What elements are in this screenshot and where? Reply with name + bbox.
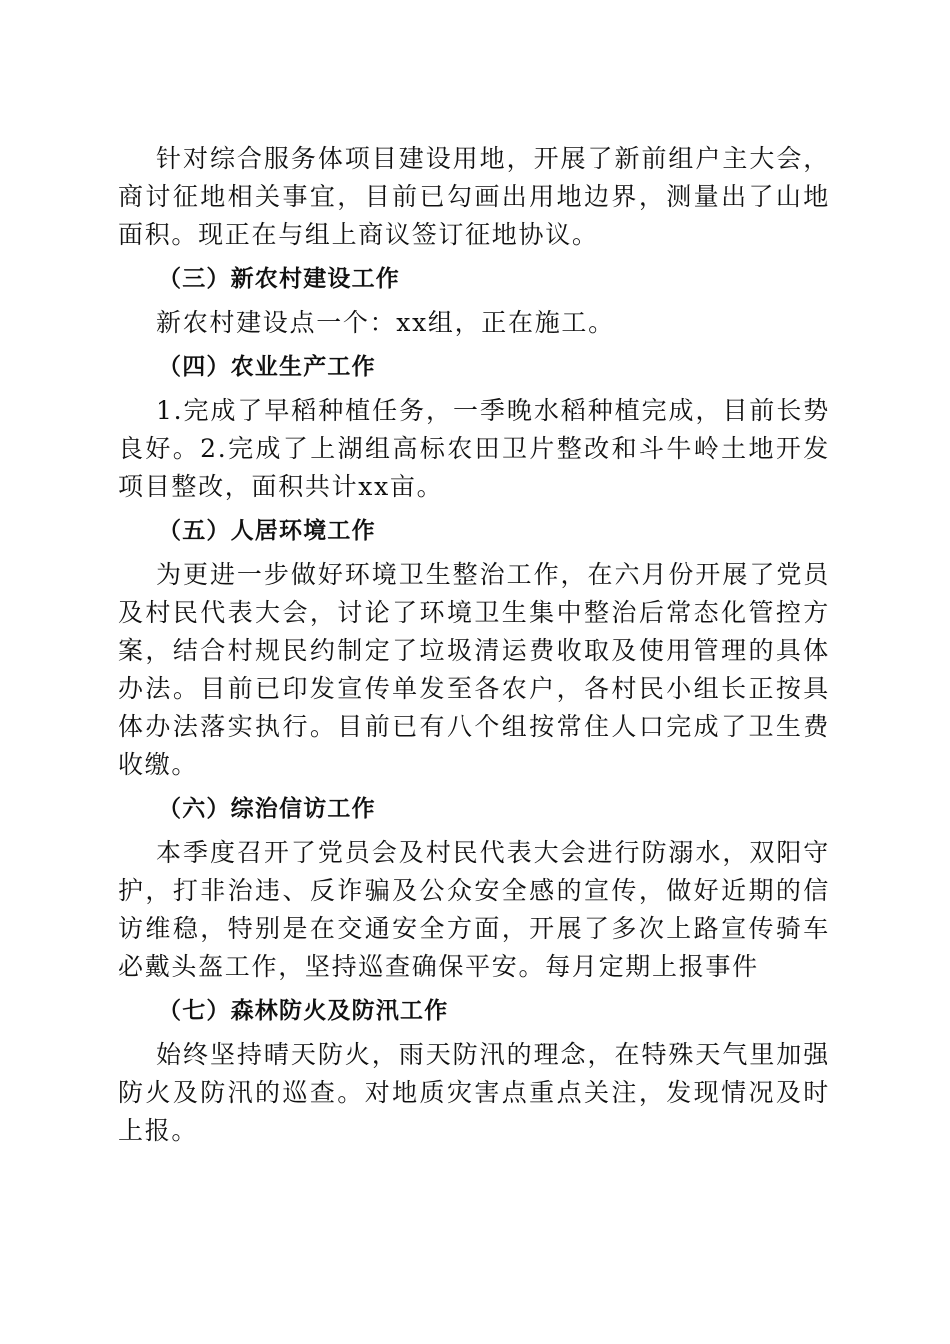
paragraph-fire-flood: 始终坚持晴天防火，雨天防汛的理念，在特殊天气里加强防火及防汛的巡查。对地质灾害点重点关注，发现情况及时上报。 [118, 1040, 830, 1145]
paragraph-new-countryside: 新农村建设点一个：xx组，正在施工。 [156, 308, 615, 337]
paragraph-living-environment: 为更进一步做好环境卫生整治工作，在六月份开展了党员及村民代表大会，讨论了环境卫生集中整治后常态化管控方案，结合村规民约制定了垃圾清运费收取及使用管理的具体办法。目前已印发宣传单发至各农户，各村民小组长正按具体办法落实执行。目前已有八个组按常住人口完成了卫生费收缴。 [118, 560, 830, 779]
paragraph-agriculture: 1.完成了早稻种植任务，一季晚水稻种植完成，目前长势良好。2.完成了上湖组高标农田卫片整改和斗牛岭土地开发项目整改，面积共计xx亩。 [118, 396, 830, 501]
heading-agriculture: （四）农业生产工作 [158, 353, 376, 380]
heading-fire-flood: （七）森林防火及防汛工作 [158, 997, 449, 1024]
heading-new-countryside: （三）新农村建设工作 [158, 265, 400, 292]
paragraph-petitions: 本季度召开了党员会及村民代表大会进行防溺水，双阳守护，打非治违、反诈骗及公众安全感的宣传，做好近期的信访维稳，特别是在交通安全方面，开展了多次上路宣传骑车必戴头盔工作，坚持巡查确保平安。每月定期上报事件 [118, 838, 830, 981]
heading-living-environment: （五）人居环境工作 [158, 517, 376, 544]
document-body [118, 140, 830, 1150]
heading-petitions: （六）综治信访工作 [158, 795, 376, 822]
paragraph-land-acquisition: 针对综合服务体项目建设用地，开展了新前组户主大会，商讨征地相关事宜，目前已勾画出用地边界，测量出了山地面积。现正在与组上商议签订征地协议。 [118, 144, 830, 249]
